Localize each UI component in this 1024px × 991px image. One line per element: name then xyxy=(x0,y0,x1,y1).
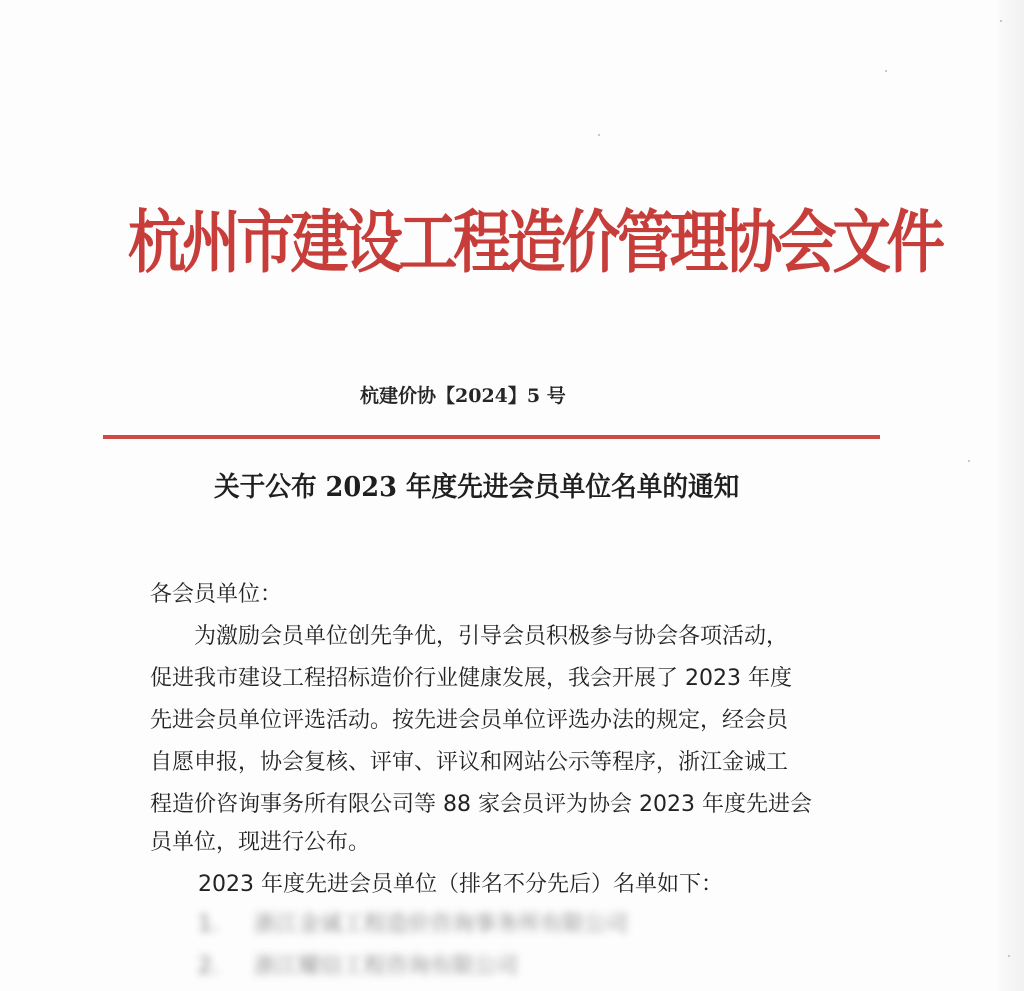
body-line: 自愿申报，协会复核、评审、评议和网站公示等程序，浙江金诚工 xyxy=(150,750,789,775)
scan-speck xyxy=(968,460,970,462)
list-intro: 2023 年度先进会员单位（排名不分先后）名单如下： xyxy=(198,872,723,897)
scan-speck xyxy=(1008,955,1010,957)
page-edge-shadow xyxy=(998,0,1024,991)
scan-speck xyxy=(885,70,887,72)
document-header-title: 杭州市建设工程造价管理协会文件 xyxy=(128,203,941,283)
list-item-number: 2. xyxy=(198,954,219,979)
list-item-number: 1. xyxy=(198,912,219,937)
list-item-name: 浙江耀信工程咨询有限公司 xyxy=(254,954,519,979)
salutation: 各会员单位： xyxy=(150,582,283,607)
body-line: 员单位，现进行公布。 xyxy=(150,830,371,855)
body-line: 为激励会员单位创先争优，引导会员积极参与协会各项活动， xyxy=(150,624,789,649)
red-divider-line xyxy=(103,435,880,439)
scan-speck xyxy=(1000,20,1002,22)
list-item xyxy=(198,950,758,984)
scan-speck xyxy=(598,134,600,136)
body-line: 程造价咨询事务所有限公司等 88 家会员评为协会 2023 年度先进会 xyxy=(150,792,812,817)
body-line: 促进我市建设工程招标造价行业健康发展，我会开展了 2023 年度 xyxy=(150,666,792,691)
body-line: 先进会员单位评选活动。按先进会员单位评选办法的规定，经会员 xyxy=(150,708,789,733)
list-item-name: 浙江金诚工程造价咨询事务所有限公司 xyxy=(254,912,629,937)
notice-title: 关于公布 2023 年度先进会员单位名单的通知 xyxy=(214,472,740,503)
document-number: 杭建价协【2024】5 号 xyxy=(360,385,566,407)
list-item xyxy=(198,908,758,942)
